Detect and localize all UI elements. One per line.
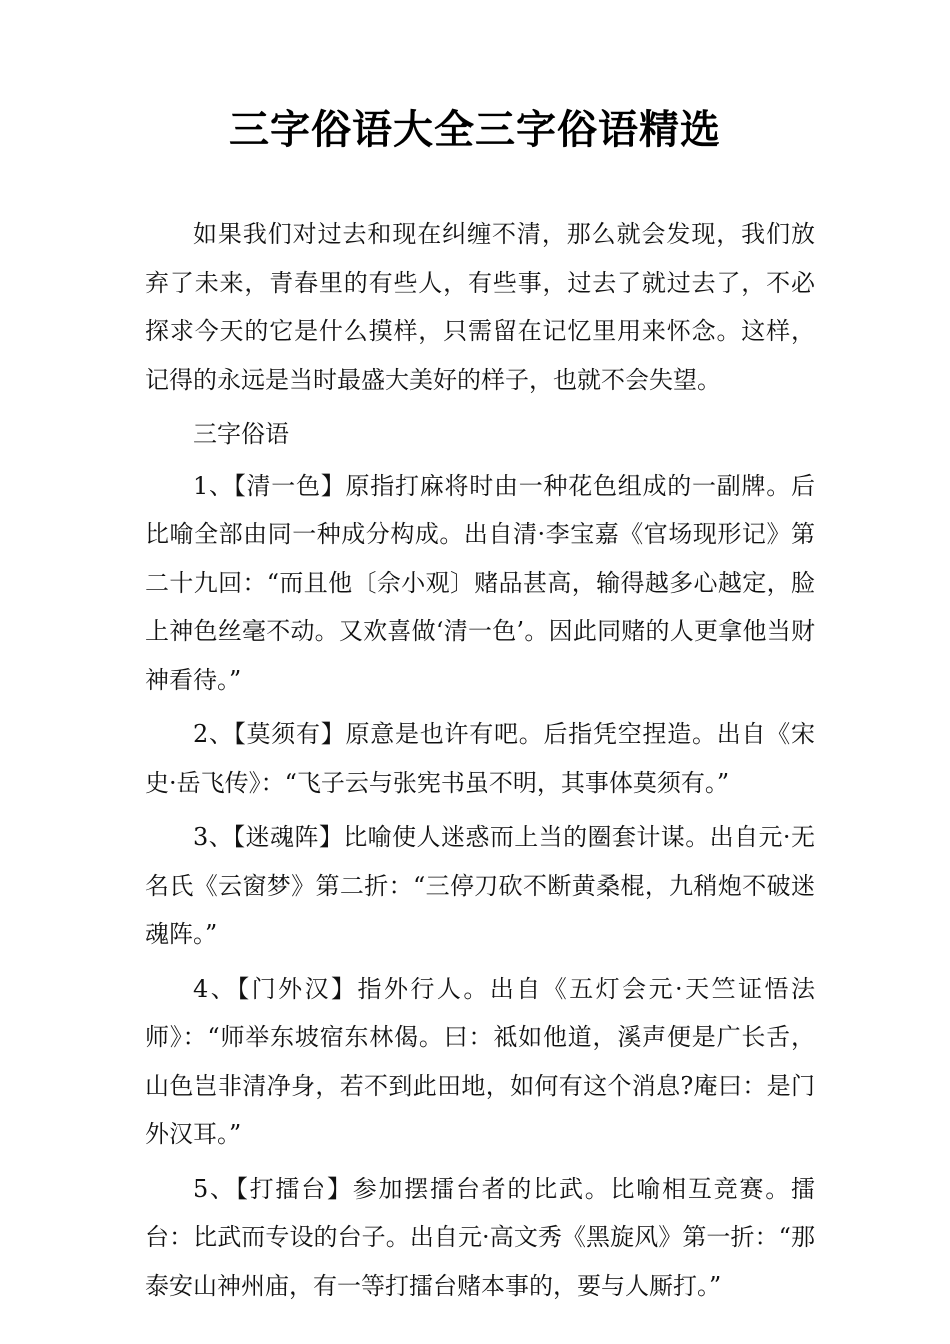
document-body (145, 210, 815, 1310)
list-item: 4、【门外汉】指外行人。出自《五灯会元·天竺证悟法师》：“师举东坡宿东林偈。曰：祗如他道，溪声便是广长舌，山色岂非清净身，若不到此田地，如何有这个消息?庵曰：是门外汉耳。” (145, 974, 815, 1148)
document-title: 三字俗语大全三字俗语精选 (229, 107, 721, 153)
section-heading: 三字俗语 (193, 420, 289, 448)
list-item: 5、【打擂台】参加摆擂台者的比武。比喻相互竞赛。擂台：比武而专设的台子。出自元·高文秀《黑旋风》第一折：“那泰安山神州庙，有一等打擂台赌本事的，要与人厮打。” (145, 1174, 815, 1300)
list-item: 1、【清一色】原指打麻将时由一种花色组成的一副牌。后比喻全部由同一种成分构成。出自清·李宝嘉《官场现形记》第二十九回：“而且他〔佘小观〕赌品甚高，输得越多心越定，脸上神色丝毫不动。又欢喜做‘清一色’。因此同赌的人更拿他当财神看待。” (145, 471, 815, 694)
list-item: 2、【莫须有】原意是也许有吧。后指凭空捏造。出自《宋史·岳飞传》：“飞子云与张宪书虽不明，其事体莫须有。” (145, 720, 815, 797)
list-item: 3、【迷魂阵】比喻使人迷惑而上当的圈套计谋。出自元·无名氏《云窗梦》第二折：“三停刀砍不断黄桑棍，九稍炮不破迷魂阵。” (145, 823, 815, 948)
intro-paragraph: 如果我们对过去和现在纠缠不清，那么就会发现，我们放弃了未来，青春里的有些人，有些事，过去了就过去了，不必探求今天的它是什么摸样，只需留在记忆里用来怀念。这样，记得的永远是当时最盛大美好的样子，也就不会失望。 (145, 220, 815, 394)
